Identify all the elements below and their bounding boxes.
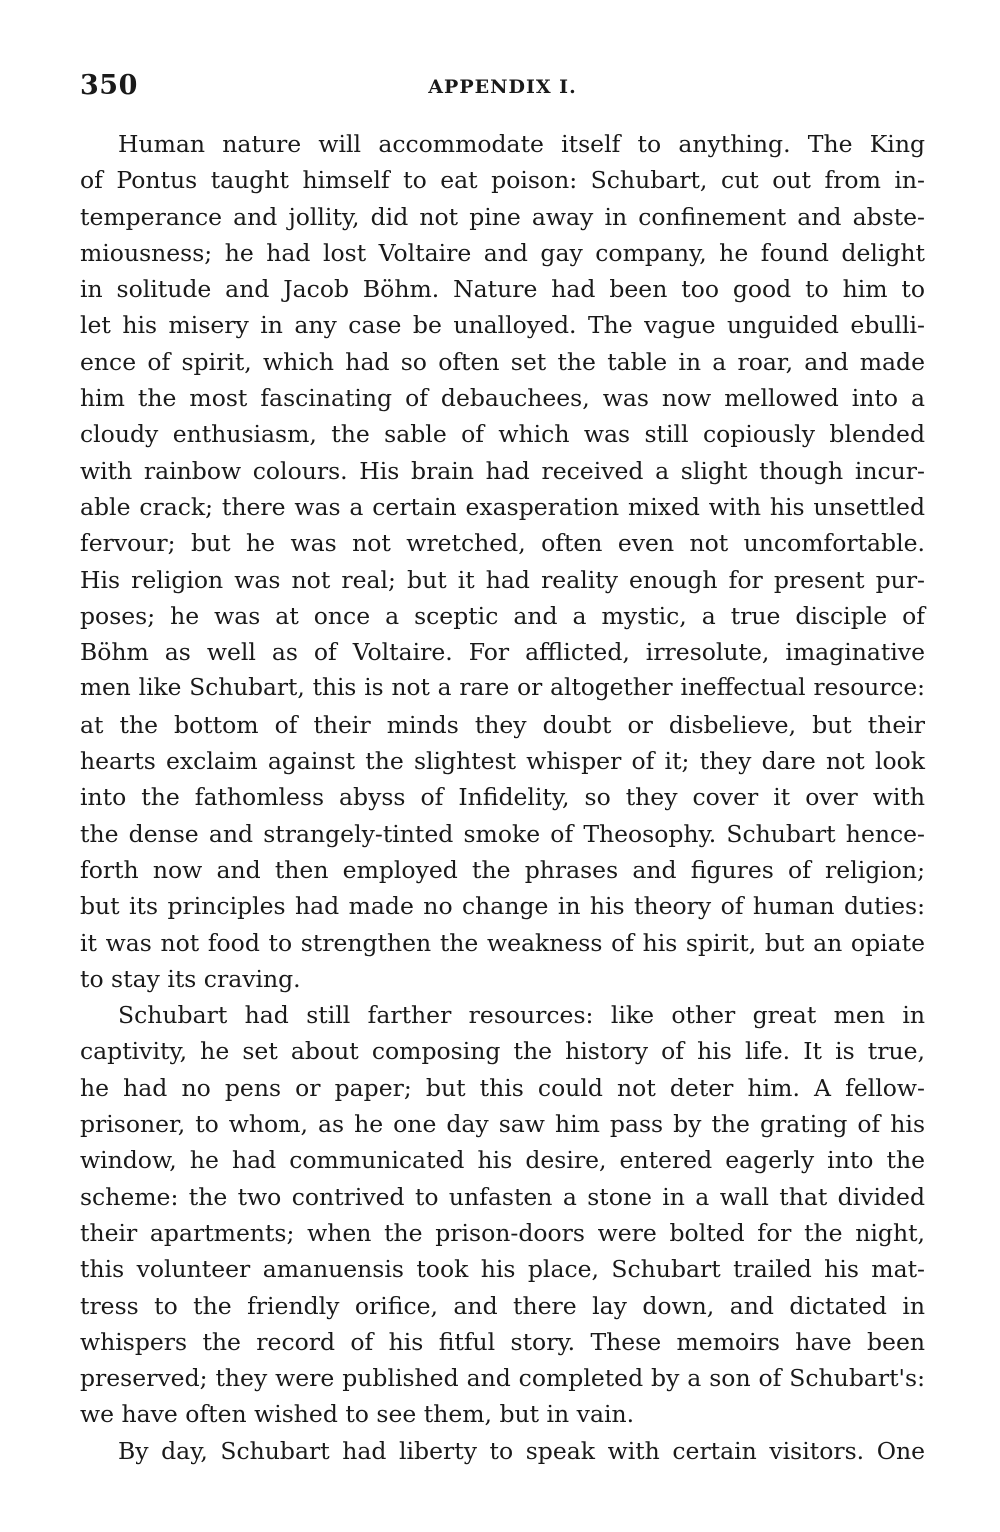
text-line: cloudy enthusiasm, the sable of which was still copiously blended (80, 420, 925, 449)
text-line: scheme: the two contrived to unfasten a stone in a wall that divided (80, 1182, 925, 1211)
text-line: the dense and strangely-tinted smoke of Theosophy. Schubart hence- (80, 819, 925, 848)
text-line: fervour; but he was not wretched, often even not uncomfortable. (80, 529, 925, 558)
text-line: in solitude and Jacob Böhm. Nature had been too good to him to (80, 275, 925, 304)
text-line: of Pontus taught himself to eat poison: Schubart, cut out from in- (80, 166, 925, 195)
text-line: let his misery in any case be unalloyed. The vague unguided ebulli- (80, 311, 925, 340)
text-line: this volunteer amanuensis took his place, Schubart trailed his mat- (80, 1255, 925, 1284)
text-line: whispers the record of his fitful story. These memoirs have been (80, 1327, 925, 1356)
text-line: men like Schubart, this is not a rare or altogether ineffectual resource: (80, 674, 925, 702)
text-line: prisoner, to whom, as he one day saw him pass by the grating of his (80, 1110, 925, 1139)
text-line: their apartments; when the prison-doors were bolted for the night, (80, 1218, 925, 1247)
text-line: His religion was not real; but it had reality enough for present pur- (80, 565, 925, 594)
body-text (80, 126, 925, 1469)
text-line: at the bottom of their minds they doubt or disbelieve, but their (80, 710, 925, 739)
text-line: him the most fascinating of debauchees, was now mellowed into a (80, 384, 925, 413)
text-line: ence of spirit, which had so often set the table in a roar, and made (80, 347, 925, 376)
text-line: tress to the friendly orifice, and there lay down, and dictated in (80, 1291, 925, 1320)
text-line: Human nature will accommodate itself to anything. The King (118, 130, 925, 158)
text-line: temperance and jollity, did not pine away in confinement and abste- (80, 202, 925, 231)
text-line: captivity, he set about composing the history of his life. It is true, (80, 1037, 925, 1066)
text-line: preserved; they were published and completed by a son of Schubart's: (80, 1364, 925, 1393)
text-line: forth now and then employed the phrases and figures of religion; (80, 855, 925, 884)
text-line: but its principles had made no change in his theory of human duties: (80, 892, 925, 921)
text-line: miousness; he had lost Voltaire and gay company, he found delight (80, 238, 925, 267)
page-header (80, 70, 925, 110)
text-line: Schubart had still farther resources: like other great men in (118, 1001, 925, 1030)
text-line: he had no pens or paper; but this could not deter him. A fellow- (80, 1073, 925, 1102)
text-line: with rainbow colours. His brain had received a slight though incur- (80, 456, 925, 485)
text-line: window, he had communicated his desire, entered eagerly into the (80, 1146, 925, 1175)
text-line: we have often wished to see them, but in vain. (80, 1400, 635, 1429)
text-line: By day, Schubart had liberty to speak with certain visitors. One (118, 1436, 925, 1465)
text-line: hearts exclaim against the slightest whisper of it; they dare not look (80, 747, 925, 776)
text-line: into the fathomless abyss of Infidelity, so they cover it over with (80, 783, 925, 812)
running-head: APPENDIX I. (428, 76, 577, 98)
text-line: to stay its craving. (80, 964, 301, 993)
page-number: 350 (80, 70, 138, 101)
text-line: poses; he was at once a sceptic and a mystic, a true disciple of (80, 601, 925, 630)
text-line: Böhm as well as of Voltaire. For afflicted, irresolute, imaginative (80, 638, 925, 667)
text-line: it was not food to strengthen the weakness of his spirit, but an opiate (80, 928, 925, 957)
text-line: able crack; there was a certain exasperation mixed with his unsettled (80, 492, 925, 521)
